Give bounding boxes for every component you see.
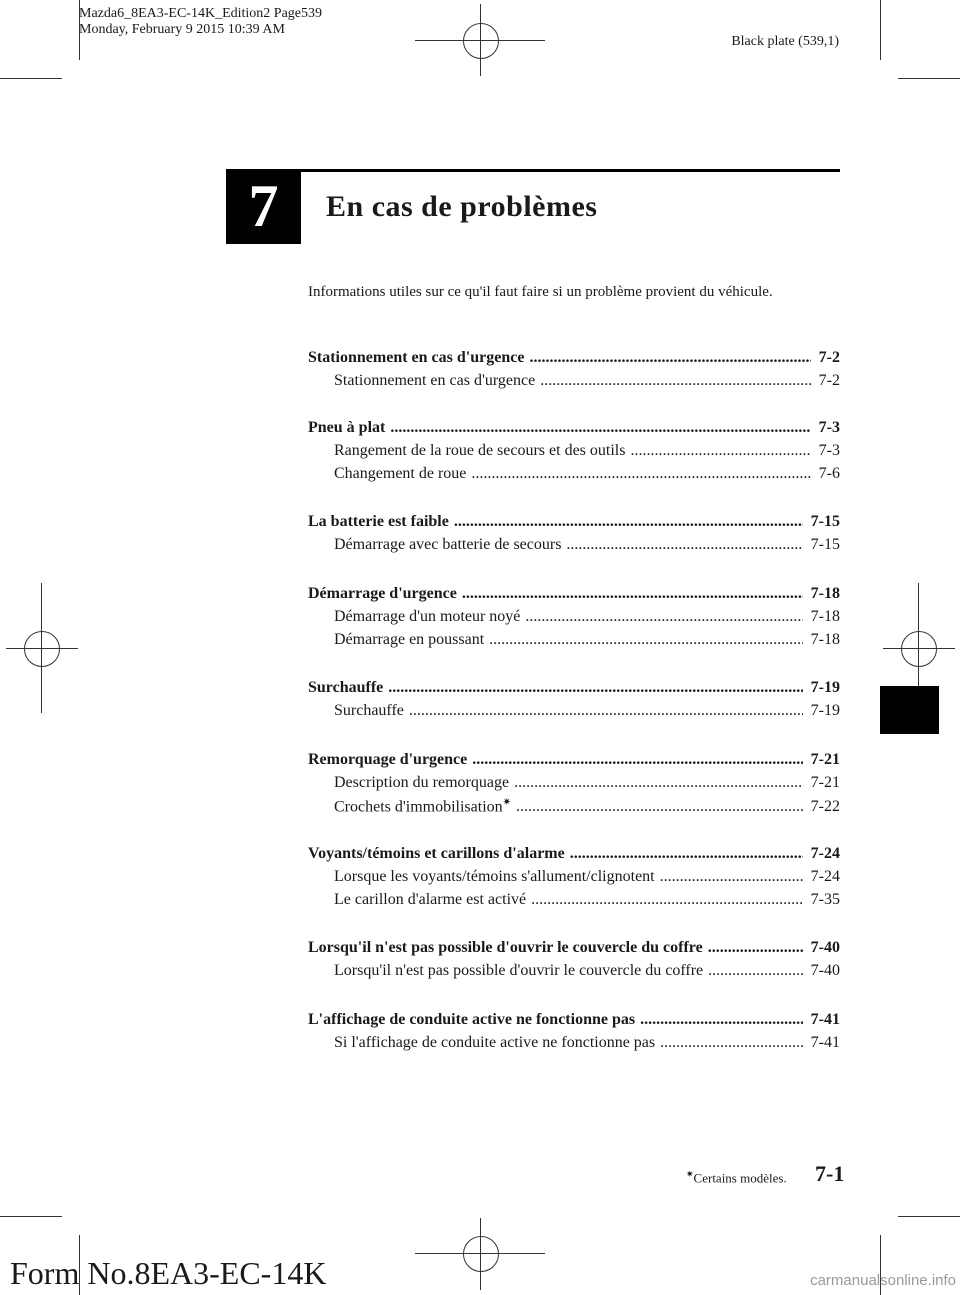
toc-entry-sub[interactable]: Rangement de la roue de secours et des outils ..... 7-3 xyxy=(308,442,840,465)
toc-entry-sub[interactable]: Démarrage d'un moteur noyé ..... 7-18 xyxy=(308,608,840,631)
chapter-intro: Informations utiles sur ce qu'il faut faire si un problème provient du véhicule. xyxy=(308,284,773,300)
toc-entry-sub[interactable]: Lorsqu'il n'est pas possible d'ouvrir le couvercle du coffre ..... 7-40 xyxy=(308,962,840,985)
toc-entry-main[interactable]: L'affichage de conduite active ne fonctionne pas ..... 7-41 xyxy=(308,1011,840,1034)
crop-mark xyxy=(0,1216,62,1217)
toc-entry-sub[interactable]: Stationnement en cas d'urgence ..... 7-2 xyxy=(308,372,840,395)
timestamp-line: Monday, February 9 2015 10:39 AM xyxy=(79,22,285,37)
toc-entry-sub[interactable]: Démarrage en poussant ..... 7-18 xyxy=(308,631,840,654)
toc-section xyxy=(308,513,840,585)
toc-entry-main[interactable]: La batterie est faible ..... 7-15 xyxy=(308,513,840,536)
plate-label: Black plate (539,1) xyxy=(731,34,839,49)
toc-entry-main[interactable]: Voyants/témoins et carillons d'alarme ..... 7-24 xyxy=(308,845,840,868)
chapter-title: En cas de problèmes xyxy=(326,190,598,223)
toc-entry-main[interactable]: Lorsqu'il n'est pas possible d'ouvrir le couvercle du coffre ..... 7-40 xyxy=(308,939,840,962)
crop-mark xyxy=(880,0,881,60)
toc-entry-main[interactable]: Surchauffe ..... 7-19 xyxy=(308,679,840,702)
toc-entry-sub[interactable]: Le carillon d'alarme est activé ..... 7-35 xyxy=(308,891,840,914)
chapter-number-box: 7 xyxy=(226,169,301,244)
toc-entry-sub[interactable]: Si l'affichage de conduite active ne fonctionne pas ..... 7-41 xyxy=(308,1034,840,1057)
toc-entry-main[interactable]: Remorquage d'urgence ..... 7-21 xyxy=(308,751,840,774)
toc-entry-main[interactable]: Pneu à plat ..... 7-3 xyxy=(308,419,840,442)
asterisk-icon: ✷ xyxy=(502,797,512,808)
toc-entry-sub[interactable]: Démarrage avec batterie de secours ..... 7-15 xyxy=(308,536,840,559)
asterisk-icon: ✷ xyxy=(686,1169,694,1179)
toc-section xyxy=(308,751,840,845)
toc-section xyxy=(308,845,840,939)
crop-mark xyxy=(898,1216,960,1217)
toc-section xyxy=(308,939,840,1011)
chapter-rule xyxy=(226,169,840,172)
toc-section xyxy=(308,1011,840,1061)
toc-entry-sub[interactable]: Description du remorquage ..... 7-21 xyxy=(308,774,840,797)
toc-section xyxy=(308,419,840,513)
form-number: Form No.8EA3-EC-14K xyxy=(10,1255,327,1291)
toc-entry-main[interactable]: Démarrage d'urgence ..... 7-18 xyxy=(308,585,840,608)
toc-section xyxy=(308,349,840,419)
toc-entry-sub[interactable]: Surchauffe ..... 7-19 xyxy=(308,702,840,725)
toc-entry-sub[interactable]: Crochets d'immobilisation✷ ..... 7-22 xyxy=(308,797,840,820)
toc-entry-main[interactable]: Stationnement en cas d'urgence ..... 7-2 xyxy=(308,349,840,372)
crop-mark xyxy=(898,78,960,79)
toc-entry-sub[interactable]: Changement de roue ..... 7-6 xyxy=(308,465,840,488)
toc-section xyxy=(308,585,840,679)
toc-section xyxy=(308,679,840,751)
watermark: carmanualsonline.info xyxy=(810,1272,956,1289)
file-info-line: Mazda6_8EA3-EC-14K_Edition2 Page539 xyxy=(79,6,323,21)
page-number: 7-1 xyxy=(815,1161,845,1186)
chapter-thumb-tab xyxy=(880,686,939,734)
crop-mark xyxy=(0,78,62,79)
table-of-contents xyxy=(308,349,840,1061)
footnote: ✷Certains modèles. xyxy=(686,1169,787,1186)
toc-entry-sub[interactable]: Lorsque les voyants/témoins s'allument/clignotent ..... 7-24 xyxy=(308,868,840,891)
